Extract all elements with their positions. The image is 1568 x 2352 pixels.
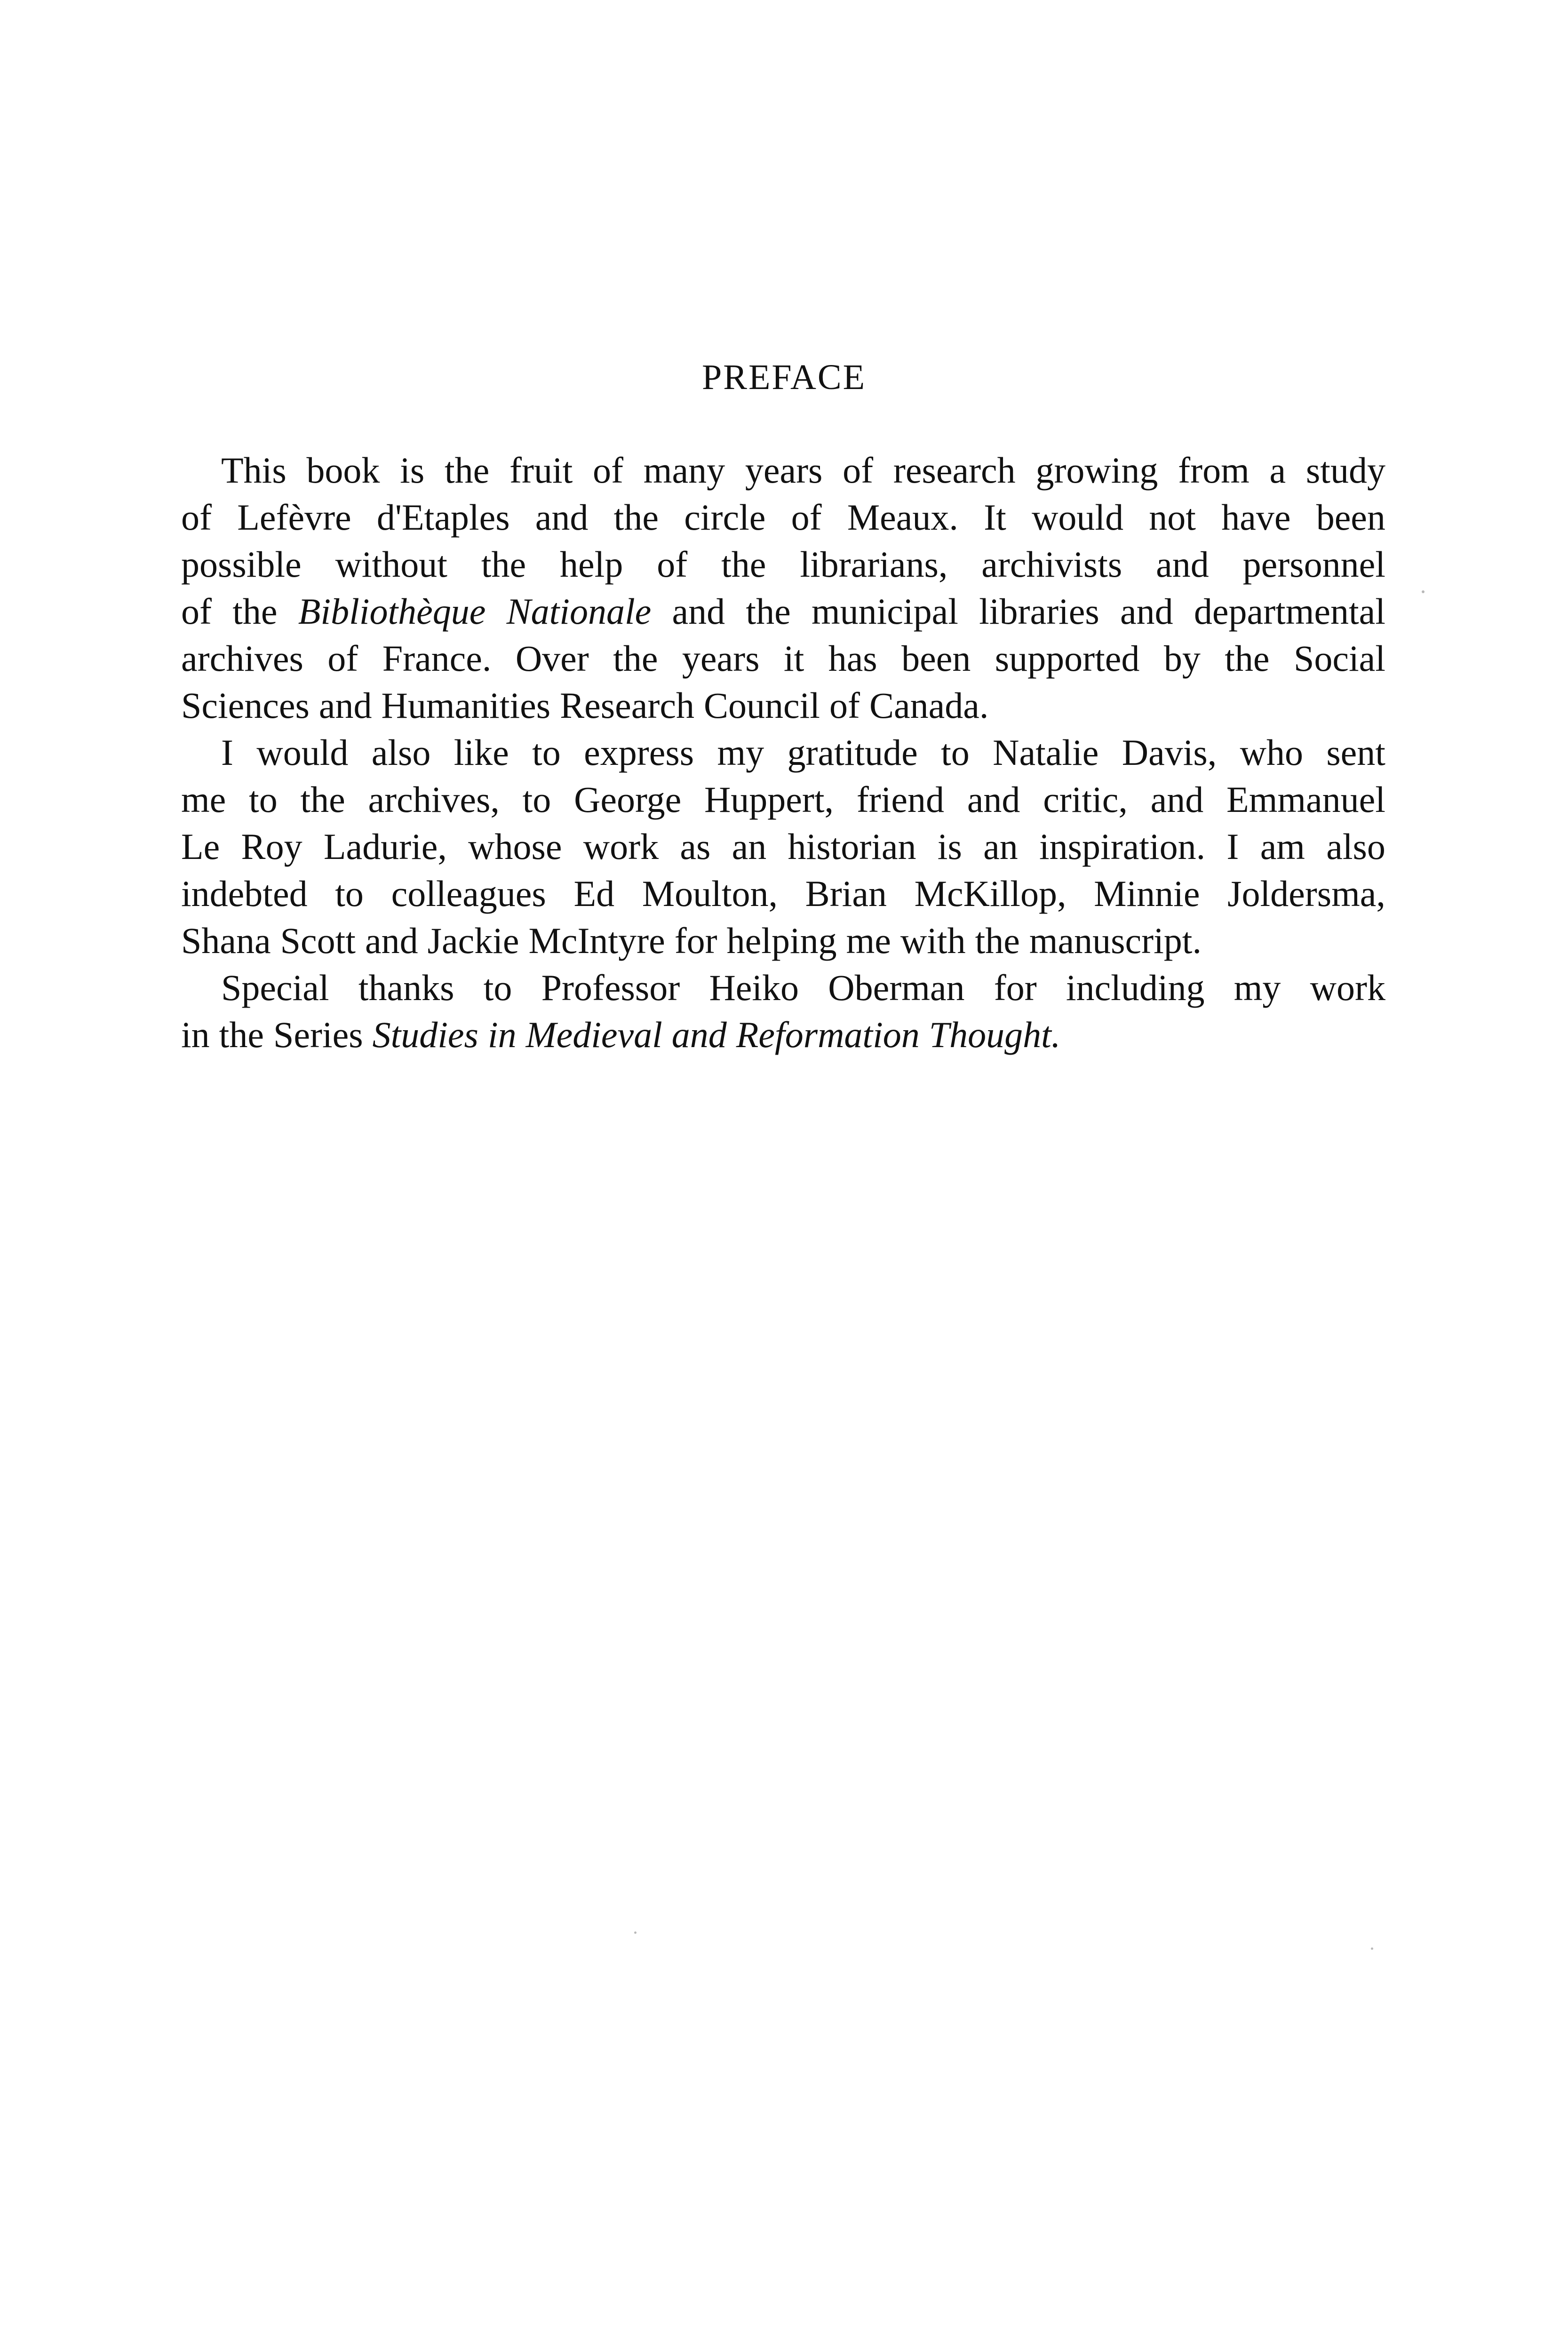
scan-speck (1422, 590, 1425, 593)
word: archives, (368, 779, 500, 820)
word: supported (995, 638, 1140, 679)
word: municipal (811, 591, 958, 632)
word: Lefèvre (237, 497, 351, 538)
word: whose (468, 826, 562, 867)
word: my (717, 732, 764, 773)
word: been (1316, 497, 1385, 538)
italic-word: Nationale (506, 591, 652, 632)
italic-word: Reformation (736, 1014, 920, 1055)
word: I (221, 732, 233, 773)
word: Over (515, 638, 589, 679)
word: George (574, 779, 682, 820)
word: thanks (358, 967, 454, 1008)
word: the (613, 497, 659, 538)
text-line (181, 917, 1385, 964)
word: the (219, 1014, 264, 1055)
word: also (1326, 826, 1385, 867)
word: Research (560, 685, 694, 726)
word: and (672, 591, 725, 632)
word: historian (788, 826, 916, 867)
word: of (657, 544, 688, 585)
text-line (181, 541, 1385, 588)
word: helping (726, 920, 837, 961)
word: friend (856, 779, 945, 820)
word: McIntyre (528, 920, 665, 961)
word: Le (181, 826, 220, 867)
word: Minnie (1094, 873, 1200, 914)
word: Scott (280, 920, 356, 961)
word: of (593, 450, 624, 491)
text-line (181, 447, 1385, 494)
word: would (1032, 497, 1124, 538)
word: sent (1326, 732, 1385, 773)
word: it (783, 638, 804, 679)
word: colleagues (391, 873, 546, 914)
word: many (643, 450, 725, 491)
word: to (522, 779, 551, 820)
word: study (1305, 450, 1385, 491)
word: inspiration. (1039, 826, 1206, 867)
word: to (249, 779, 278, 820)
word: France. (382, 638, 492, 679)
italic-word: and (671, 1014, 727, 1055)
word: express (584, 732, 694, 773)
word: the (481, 544, 526, 585)
word: Brian (805, 873, 887, 914)
word: for (994, 967, 1037, 1008)
word: departmental (1194, 591, 1385, 632)
word: Council (703, 685, 820, 726)
word: Jackie (427, 920, 519, 961)
text-line (181, 494, 1385, 541)
text-line (181, 776, 1385, 823)
word: libraries (979, 591, 1099, 632)
italic-word: Bibliothèque (298, 591, 486, 632)
word: personnel (1242, 544, 1385, 585)
word: Moulton, (642, 873, 778, 914)
word: my (1234, 967, 1281, 1008)
word: from (1178, 450, 1250, 491)
word: McKillop, (914, 873, 1067, 914)
word: is (400, 450, 425, 491)
italic-word: Thought. (929, 1014, 1061, 1055)
word: Natalie (993, 732, 1099, 773)
word: without (335, 544, 447, 585)
word: book (306, 450, 380, 491)
word: Roy (241, 826, 302, 867)
word: to (532, 732, 561, 773)
word: Joldersma, (1227, 873, 1385, 914)
word: Meaux. (847, 497, 958, 538)
word: of (181, 497, 212, 538)
word: to (941, 732, 970, 773)
word: I (1226, 826, 1239, 867)
text-line (181, 588, 1385, 635)
word: me (846, 920, 891, 961)
word: Oberman (828, 967, 965, 1008)
word: me (181, 779, 226, 820)
scan-speck (1371, 1947, 1373, 1950)
word: to (483, 967, 512, 1008)
text-line (181, 729, 1385, 776)
word: and (535, 497, 589, 538)
word: and (318, 685, 372, 726)
word: the (444, 450, 490, 491)
word: who (1240, 732, 1303, 773)
word: the (232, 591, 278, 632)
word: and (365, 920, 418, 961)
word: been (901, 638, 971, 679)
word: a (1269, 450, 1286, 491)
word: by (1163, 638, 1201, 679)
word: and (1120, 591, 1173, 632)
word: possible (181, 544, 302, 585)
word: growing (1035, 450, 1158, 491)
word: Series (273, 1014, 363, 1055)
italic-word: Studies (372, 1014, 478, 1055)
word: Emmanuel (1226, 779, 1385, 820)
word: has (828, 638, 877, 679)
word: as (680, 826, 711, 867)
word: of (327, 638, 358, 679)
word: including (1066, 967, 1205, 1008)
word: would (256, 732, 349, 773)
word: an (732, 826, 767, 867)
word: work (1310, 967, 1385, 1008)
word: archivists (981, 544, 1122, 585)
word: indebted (181, 873, 308, 914)
word: work (583, 826, 659, 867)
preface-body (181, 447, 1385, 1058)
word: circle (684, 497, 766, 538)
word: is (937, 826, 962, 867)
word: and (1150, 779, 1204, 820)
word: archives (181, 638, 303, 679)
text-line (181, 823, 1385, 870)
word: of (843, 450, 874, 491)
word: Sciences (181, 685, 310, 726)
word: Huppert, (704, 779, 834, 820)
word: also (371, 732, 431, 773)
word: the (975, 920, 1020, 961)
word: gratitude (787, 732, 918, 773)
text-line (181, 1011, 1385, 1058)
word: and (967, 779, 1020, 820)
word: years (745, 450, 823, 491)
word: the (613, 638, 658, 679)
word: of (791, 497, 822, 538)
word: the (1225, 638, 1270, 679)
word: fruit (509, 450, 573, 491)
italic-word: Medieval (525, 1014, 662, 1055)
word: the (746, 591, 791, 632)
word: not (1149, 497, 1196, 538)
word: to (335, 873, 364, 914)
word: research (893, 450, 1016, 491)
word: Social (1293, 638, 1385, 679)
word: Shana (181, 920, 271, 961)
word: and (1156, 544, 1209, 585)
word: of (829, 685, 860, 726)
preface-heading: PREFACE (701, 358, 866, 397)
word: of (181, 591, 212, 632)
word: Special (221, 967, 329, 1008)
word: help (560, 544, 623, 585)
word: This (221, 450, 287, 491)
word: with (900, 920, 966, 961)
word: am (1260, 826, 1305, 867)
word: d'Etaples (376, 497, 510, 538)
word: years (682, 638, 760, 679)
text-line (181, 682, 1385, 729)
word: Professor (541, 967, 680, 1008)
word: an (983, 826, 1018, 867)
word: It (984, 497, 1006, 538)
word: for (674, 920, 717, 961)
italic-word: in (487, 1014, 517, 1055)
word: manuscript. (1029, 920, 1202, 961)
word: critic, (1043, 779, 1128, 820)
word: have (1221, 497, 1291, 538)
word: Ed (573, 873, 615, 914)
word: Davis, (1122, 732, 1217, 773)
word: in (181, 1014, 210, 1055)
word: Ladurie, (323, 826, 447, 867)
word: Humanities (381, 685, 551, 726)
word: librarians, (800, 544, 948, 585)
word: the (300, 779, 345, 820)
text-line (181, 635, 1385, 682)
word: Canada. (869, 685, 989, 726)
word: Heiko (709, 967, 799, 1008)
word: like (454, 732, 509, 773)
scan-speck (634, 1931, 637, 1934)
word: the (721, 544, 766, 585)
text-line (181, 964, 1385, 1011)
text-line (181, 870, 1385, 917)
